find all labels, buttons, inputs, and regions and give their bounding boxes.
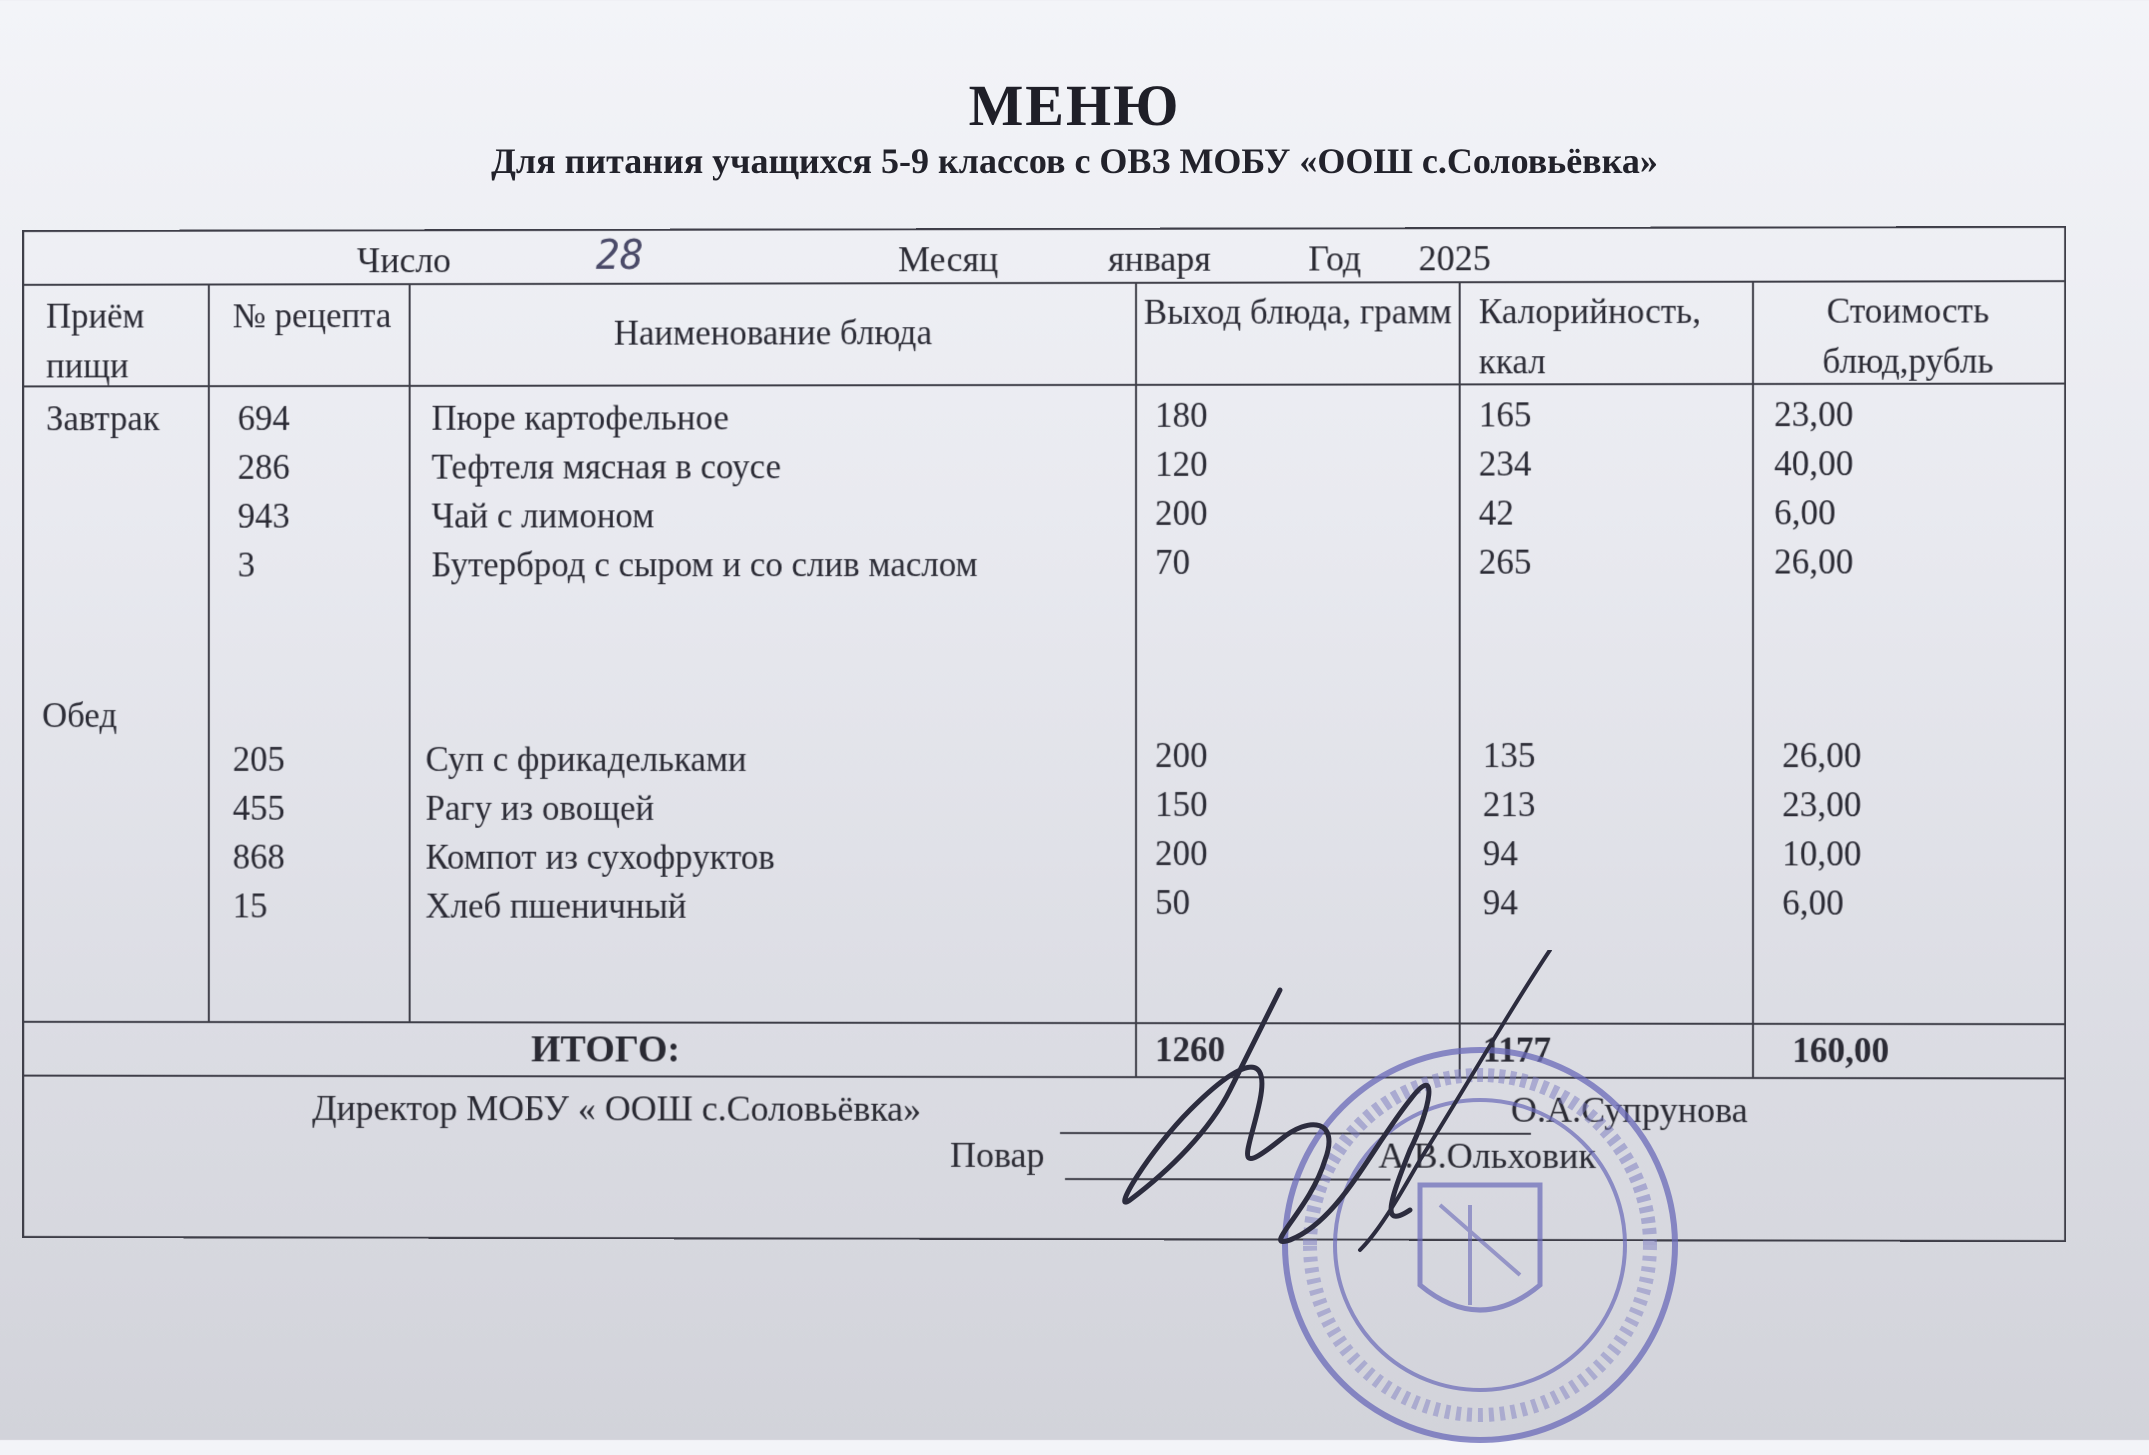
day-value: 28 xyxy=(595,232,644,279)
col-divider-5 xyxy=(1752,281,1754,1079)
recipe-cell: 205 xyxy=(232,739,285,779)
calories-cell: 135 xyxy=(1482,736,1536,776)
total-cost: 160,00 xyxy=(1792,1030,1890,1071)
col-header-output: Выход блюда, грамм xyxy=(1143,292,1452,332)
calories-cell: 213 xyxy=(1482,785,1536,825)
date-row-divider xyxy=(24,280,2064,286)
output-cell: 180 xyxy=(1155,395,1208,435)
cost-cell: 26,00 xyxy=(1774,542,1854,582)
dish-cell: Суп с фрикадельками xyxy=(425,739,747,779)
cook-name: А.В.Ольховик xyxy=(1378,1135,1596,1176)
dish-cell: Чай с лимоном xyxy=(431,496,655,536)
calories-cell: 165 xyxy=(1478,395,1532,435)
meal-lunch: Обед xyxy=(42,696,118,735)
recipe-cell: 3 xyxy=(237,545,256,585)
recipe-cell: 694 xyxy=(237,399,290,438)
dish-cell: Пюре картофельное xyxy=(431,398,729,438)
col-header-cost: Стоимость блюд,рубль xyxy=(1822,291,1994,381)
cost-cell: 23,00 xyxy=(1774,394,1854,435)
director-label: Директор МОБУ « ООШ с.Соловьёвка» xyxy=(312,1087,922,1129)
director-signature xyxy=(1110,950,1560,1280)
body-divider xyxy=(24,1021,2064,1025)
year-value: 2025 xyxy=(1418,238,1491,279)
cost-cell: 23,00 xyxy=(1782,785,1862,825)
year-underline xyxy=(1375,281,1747,284)
cost-cell: 6,00 xyxy=(1782,883,1844,923)
output-cell: 200 xyxy=(1155,736,1208,776)
col-header-calories: Калорийность, ккал xyxy=(1478,291,1702,382)
output-cell: 200 xyxy=(1155,493,1208,533)
meal-breakfast: Завтрак xyxy=(46,399,160,439)
director-name: О.А.Супрунова xyxy=(1510,1089,1748,1131)
total-label: ИТОГО: xyxy=(531,1028,680,1071)
output-cell: 200 xyxy=(1155,834,1208,874)
date-row xyxy=(24,232,2064,281)
dish-cell: Компот из сухофруктов xyxy=(425,837,775,877)
page-title: МЕНЮ xyxy=(968,73,1181,138)
output-cell: 50 xyxy=(1155,883,1191,923)
cook-label: Повар xyxy=(950,1134,1045,1176)
month-label: Месяц xyxy=(898,239,999,280)
menu-table xyxy=(22,226,2066,1242)
col-header-meal: Приём пищи xyxy=(46,296,145,386)
page-subtitle: Для питания учащихся 5-9 классов с ОВЗ МОБУ «ООШ с.Соловьёвка» xyxy=(491,141,1658,181)
total-divider xyxy=(24,1075,2064,1080)
dish-cell: Рагу из овощей xyxy=(425,788,655,828)
calories-cell: 94 xyxy=(1482,834,1518,874)
recipe-cell: 868 xyxy=(232,837,285,877)
calories-cell: 94 xyxy=(1482,883,1518,923)
month-value: января xyxy=(1108,238,1211,279)
output-cell: 150 xyxy=(1155,785,1208,825)
col-divider-1 xyxy=(208,284,210,1024)
dish-cell: Тефтеля мясная в соусе xyxy=(431,447,781,487)
cost-cell: 6,00 xyxy=(1774,493,1836,533)
day-underline xyxy=(471,283,760,286)
recipe-cell: 286 xyxy=(237,447,290,487)
total-calories: 1177 xyxy=(1482,1030,1552,1070)
output-cell: 70 xyxy=(1155,542,1191,582)
day-label: Число xyxy=(356,240,452,281)
cost-cell: 10,00 xyxy=(1782,834,1862,874)
col-divider-2 xyxy=(409,283,411,1023)
recipe-cell: 15 xyxy=(232,886,268,926)
col-header-dish: Наименование блюда xyxy=(613,313,933,353)
recipe-cell: 943 xyxy=(237,496,290,536)
calories-cell: 42 xyxy=(1478,493,1514,533)
dish-cell: Бутерброд с сыром и со слив маслом xyxy=(431,545,978,585)
dish-cell: Хлеб пшеничный xyxy=(425,886,687,926)
output-cell: 120 xyxy=(1155,444,1208,484)
col-header-recipe: № рецепта xyxy=(232,296,392,336)
calories-cell: 265 xyxy=(1478,542,1532,582)
year-label: Год xyxy=(1308,238,1362,279)
total-output: 1260 xyxy=(1155,1030,1226,1070)
calories-cell: 234 xyxy=(1478,444,1532,484)
recipe-cell: 455 xyxy=(232,788,285,828)
cost-cell: 40,00 xyxy=(1774,444,1854,484)
cost-cell: 26,00 xyxy=(1782,736,1862,776)
